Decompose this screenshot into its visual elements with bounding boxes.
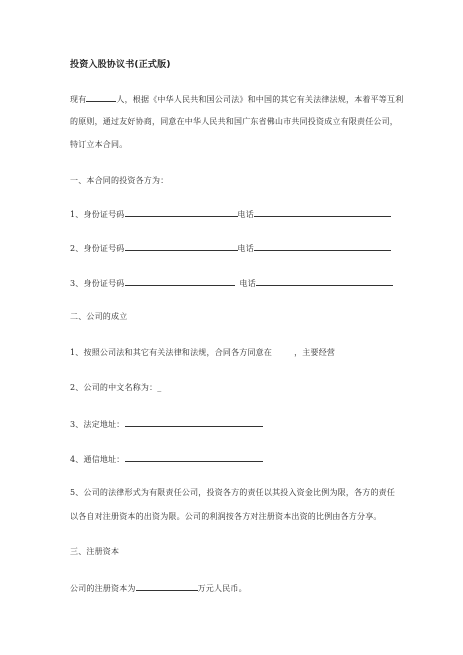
id-number-label-3: 3、身份证号码 (70, 279, 125, 288)
phone-blank-1[interactable] (254, 208, 391, 217)
intro-line-1-before: 现有 (70, 95, 87, 104)
section3-heading: 三、注册资本 (70, 547, 120, 556)
legal-address-blank[interactable] (125, 418, 263, 427)
intro-line-2: 的原则，通过友好协商，同意在中华人民共和国广东省佛山市共同投资成立有限责任公司， (70, 117, 398, 126)
phone-blank-2[interactable] (254, 242, 391, 251)
capital-after: 万元人民币。 (197, 584, 247, 593)
party-row-2 (70, 242, 391, 254)
section2-item-1 (70, 348, 335, 358)
section2-item-5-line-1: 5、公司的法律形式为有限责任公司，投资各方的责任以其投入资金比例为限，各方的责任 (70, 488, 396, 497)
section1-heading: 一、本合同的投资各方为： (70, 176, 169, 185)
section2-item-2: 2、公司的中文名称为：_ (70, 383, 162, 392)
capital-before: 公司的注册资本为 (70, 584, 136, 593)
mailing-address-label: 4、通信地址： (70, 455, 125, 464)
registered-capital-line (70, 582, 247, 594)
intro-line-3: 特订立本合同。 (70, 140, 128, 149)
registered-capital-blank[interactable] (136, 582, 198, 591)
intro-line-1-after: 人，根据《中华人民共和国公司法》和中国的其它有关法律法规，本着平等互利 (116, 95, 404, 104)
party-count-blank[interactable] (86, 93, 116, 102)
id-number-label-1: 1、身份证号码 (70, 210, 125, 219)
document-title: 投资入股协议书(正式版) (70, 60, 171, 70)
phone-blank-3[interactable] (256, 277, 393, 286)
phone-label-1: 电话 (237, 210, 254, 219)
phone-label-2: 电话 (237, 244, 254, 253)
item1-after: ，主要经营 (294, 348, 336, 357)
section2-item-4 (70, 453, 263, 465)
phone-label-3: 电话 (239, 279, 256, 288)
section2-heading: 二、公司的成立 (70, 312, 128, 321)
intro-line-1 (70, 93, 403, 105)
party-row-3 (70, 277, 393, 289)
id-number-blank-3[interactable] (125, 277, 235, 286)
item1-before: 1、按照公司法和其它有关法律和法规，合同各方同意在 (70, 348, 273, 357)
id-number-blank-2[interactable] (125, 242, 238, 251)
section2-item-3 (70, 418, 263, 430)
id-number-label-2: 2、身份证号码 (70, 244, 125, 253)
party-row-1 (70, 208, 391, 220)
id-number-blank-1[interactable] (125, 208, 238, 217)
legal-address-label: 3、法定地址： (70, 420, 125, 429)
mailing-address-blank[interactable] (125, 453, 263, 462)
section2-item-5-line-2: 以各自对注册资本的出资为限。公司的利润按各方对注册资本出资的比例由各方分享。 (70, 512, 382, 521)
